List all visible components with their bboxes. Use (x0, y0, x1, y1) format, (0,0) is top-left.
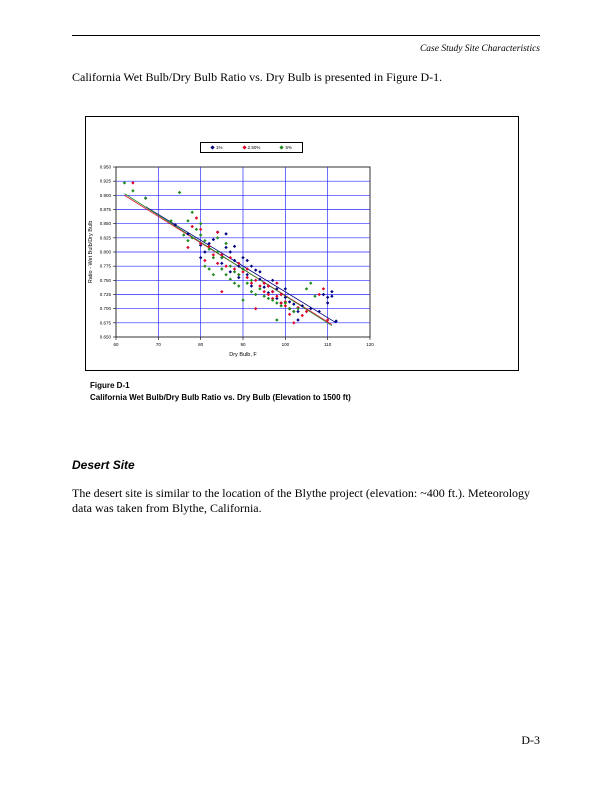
y-tick-label: 0.650 (99, 334, 111, 340)
page-number: D-3 (521, 733, 540, 747)
x-tick-label: 110 (324, 342, 332, 347)
x-tick-label: 100 (281, 342, 290, 347)
legend-label: 1% (216, 145, 223, 150)
y-axis-label: Ratio - Wet Bulb/Dry Bulb (88, 220, 94, 284)
running-header: Case Study Site Characteristics (419, 44, 540, 54)
header-rule (72, 35, 540, 36)
y-tick-label: 0.675 (99, 320, 111, 326)
figure-label: Figure D-1 (90, 381, 130, 390)
x-tick-label: 60 (113, 342, 119, 347)
x-tick-label: 80 (198, 342, 204, 347)
body-paragraph: The desert site is similar to the location of the Blythe project (elevation: ~400 ft.). Meteorology data was taken from Blythe, California. (72, 486, 531, 515)
y-tick-label: 0.825 (99, 235, 111, 241)
figure-d1 (85, 116, 519, 371)
intro-text: California Wet Bulb/Dry Bulb Ratio vs. Dry Bulb is presented in Figure D-1. (72, 70, 443, 84)
legend-label: 2.50% (247, 145, 261, 150)
x-tick-label: 120 (366, 342, 374, 347)
x-tick-label: 70 (155, 342, 161, 347)
figure-caption: California Wet Bulb/Dry Bulb Ratio vs. Dry Bulb (Elevation to 1500 ft) (90, 393, 351, 402)
y-tick-label: 0.800 (99, 249, 111, 255)
y-tick-label: 0.725 (99, 292, 111, 297)
x-tick-label: 90 (240, 342, 246, 347)
legend-label: 5% (285, 145, 292, 150)
y-tick-label: 0.925 (99, 178, 111, 184)
section-heading: Desert Site (72, 458, 135, 472)
y-tick-label: 0.700 (99, 306, 111, 312)
y-tick-label: 0.950 (99, 164, 111, 170)
y-tick-label: 0.775 (99, 263, 111, 269)
scatter-chart (86, 117, 520, 372)
y-tick-label: 0.750 (99, 277, 111, 283)
x-axis-label: Dry Bulb, F (229, 352, 257, 358)
y-tick-label: 0.900 (99, 192, 111, 198)
y-tick-label: 0.875 (99, 207, 111, 212)
y-tick-label: 0.850 (99, 221, 111, 227)
